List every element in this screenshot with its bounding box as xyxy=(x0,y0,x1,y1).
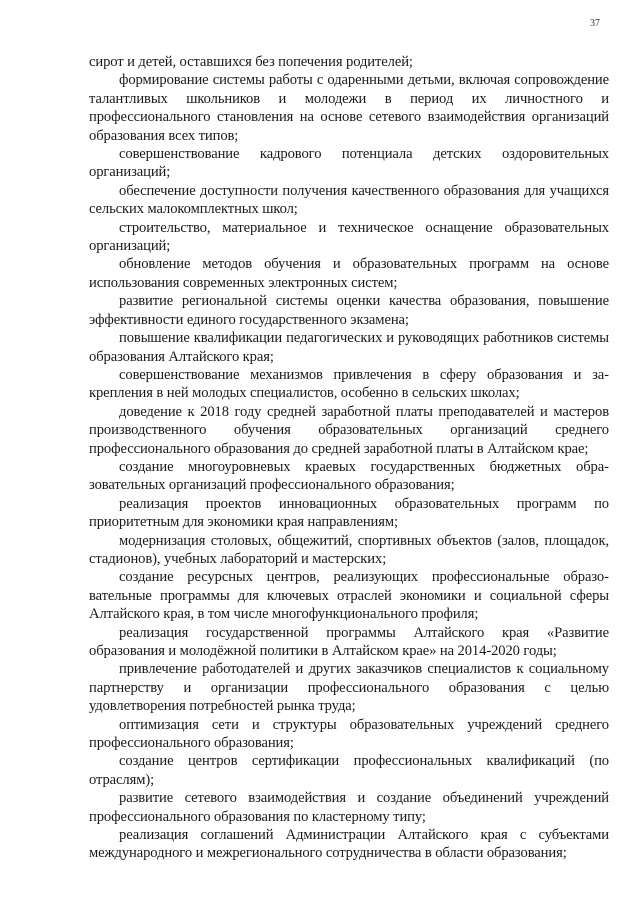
paragraph-20: реализация соглашений Администрации Алтайского края с субъектами международного и межрегионального сотрудничества в области образования; xyxy=(89,827,609,862)
paragraph-14: создание ресурсных центров, реализующих профессиональные образовательные программы для ключевых отраслей экономики и социальной сферы Алтайского края, в том числе многофункционального профиля; xyxy=(89,569,609,623)
paragraph-15: реализация государственной программы Алтайского края «Развитие образования и молодёжной политики в Алтайском крае» на 2014-2020 годы; xyxy=(89,624,609,659)
paragraph-3: совершенствование кадрового потенциала детских оздоровительных организаций; xyxy=(89,146,609,181)
paragraph-6: обновление методов обучения и образовательных программ на основе использования современных электронных систем; xyxy=(89,256,609,291)
paragraph-8: повышение квалификации педагогических и руководящих работников системы образования Алтайского края; xyxy=(89,330,609,365)
paragraph-12: реализация проектов инновационных образовательных программ по приоритетным для экономики края направлениям; xyxy=(89,495,609,531)
document-body xyxy=(89,53,609,863)
page-number: 37 xyxy=(590,18,600,29)
paragraph-1: сирот и детей, оставшихся без попечения родителей; xyxy=(89,54,413,70)
paragraph-5: строительство, материальное и техническое оснащение образовательных организаций; xyxy=(89,219,609,255)
paragraph-10: доведение к 2018 году средней заработной платы преподавателей и мастеров производственного обучения образовательных организаций среднего профессионального образования до средней заработной платы в Алтайском крае; xyxy=(89,403,609,457)
paragraph-2: формирование системы работы с одаренными детьми, включая сопровождение талантливых школьников и молодежи в период их личностного и профессионального становления на основе сетевого взаимодействия организаций образования всех типов; xyxy=(89,72,609,144)
paragraph-11: создание многоуровневых краевых государственных бюджетных образовательных организаций профессионального образования; xyxy=(89,458,609,494)
paragraph-7: развитие региональной системы оценки качества образования, повышение эффективности единого государственного экзамена; xyxy=(89,293,609,328)
paragraph-9: совершенствование механизмов привлечения в сферу образования и закрепления в ней молодых специалистов, особенно в сельских школах; xyxy=(89,366,609,402)
paragraph-4: обеспечение доступности получения качественного образования для учащихся сельских малокомплектных школ; xyxy=(89,182,609,218)
paragraph-17: оптимизация сети и структуры образовательных учреждений среднего профессионального образования; xyxy=(89,716,609,752)
paragraph-13: модернизация столовых, общежитий, спортивных объектов (залов, площадок, стадионов), учебных лабораторий и мастерских; xyxy=(89,532,609,567)
paragraph-16: привлечение работодателей и других заказчиков специалистов к социальному партнерству и организации профессионального образования с целью удовлетворения потребностей рынка труда; xyxy=(89,661,609,715)
paragraph-19: развитие сетевого взаимодействия и создание объединений учреждений профессионального образования по кластерному типу; xyxy=(89,790,609,825)
paragraph-18: создание центров сертификации профессиональных квалификаций (по отраслям); xyxy=(89,753,609,788)
